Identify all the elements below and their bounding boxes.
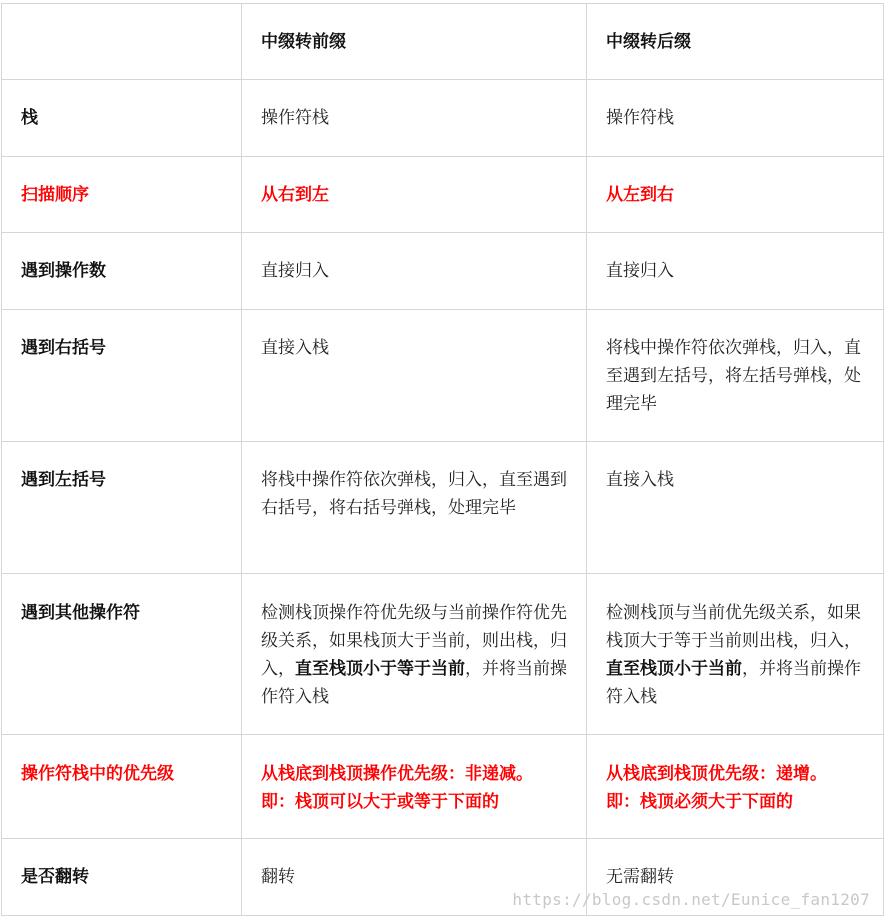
postfix-cell — [587, 735, 884, 839]
table-row — [2, 233, 884, 310]
prefix-line1: 从栈底到栈顶操作优先级：非递减。 — [261, 764, 533, 784]
table-row — [2, 157, 884, 233]
table-row — [2, 735, 884, 839]
postfix-cell: 将栈中操作符依次弹栈，归入，直至遇到左括号，将左括号弹栈，处理完毕 — [587, 310, 884, 442]
prefix-text-before: 检测栈顶操作符优先级与当前操作符优先级关系，如果栈顶大于当前，则出栈，归入， — [261, 603, 567, 679]
table-row — [2, 310, 884, 442]
prefix-cell: 从右到左 — [242, 157, 587, 233]
prefix-cell — [242, 735, 587, 839]
postfix-line1: 从栈底到栈顶优先级：递增。 — [606, 764, 827, 784]
postfix-text-before: 检测栈顶与当前优先级关系，如果栈顶大于等于当前则出栈，归入， — [606, 603, 861, 651]
prefix-cell: 将栈中操作符依次弹栈，归入，直至遇到右括号，将右括号弹栈，处理完毕 — [242, 442, 587, 574]
postfix-text-after: ，并将当前操作符入栈 — [606, 659, 861, 707]
header-postfix-cell: 中缀转后缀 — [587, 4, 884, 80]
row-label: 操作符栈中的优先级 — [2, 735, 242, 839]
prefix-text-bold: 直至栈顶小于等于当前 — [295, 659, 465, 679]
row-label: 遇到其他操作符 — [2, 574, 242, 735]
row-label: 遇到操作数 — [2, 233, 242, 310]
table-row — [2, 574, 884, 735]
postfix-text-bold: 直至栈顶小于当前 — [606, 659, 742, 679]
row-label: 是否翻转 — [2, 839, 242, 916]
source-watermark: https://blog.csdn.net/Eunice_fan1207 — [512, 890, 870, 909]
table-row — [2, 442, 884, 574]
postfix-cell: 直接入栈 — [587, 442, 884, 574]
prefix-cell — [242, 574, 587, 735]
row-label: 遇到右括号 — [2, 310, 242, 442]
row-label: 遇到左括号 — [2, 442, 242, 574]
prefix-cell: 翻转 — [242, 839, 587, 916]
prefix-cell: 操作符栈 — [242, 80, 587, 157]
table-header-row — [2, 4, 884, 80]
row-label: 扫描顺序 — [2, 157, 242, 233]
comparison-table — [1, 3, 884, 916]
postfix-line2: 即：栈顶必须大于下面的 — [606, 792, 793, 812]
row-label: 栈 — [2, 80, 242, 157]
header-prefix-cell: 中缀转前缀 — [242, 4, 587, 80]
postfix-cell — [587, 574, 884, 735]
prefix-cell: 直接入栈 — [242, 310, 587, 442]
prefix-cell: 直接归入 — [242, 233, 587, 310]
postfix-cell: 直接归入 — [587, 233, 884, 310]
postfix-cell: 无需翻转 — [587, 839, 884, 916]
postfix-cell: 操作符栈 — [587, 80, 884, 157]
postfix-cell: 从左到右 — [587, 157, 884, 233]
prefix-text-after: ，并将当前操作符入栈 — [261, 659, 567, 707]
prefix-line2: 即：栈顶可以大于或等于下面的 — [261, 792, 499, 812]
table-row — [2, 80, 884, 157]
header-corner-cell — [2, 4, 242, 80]
